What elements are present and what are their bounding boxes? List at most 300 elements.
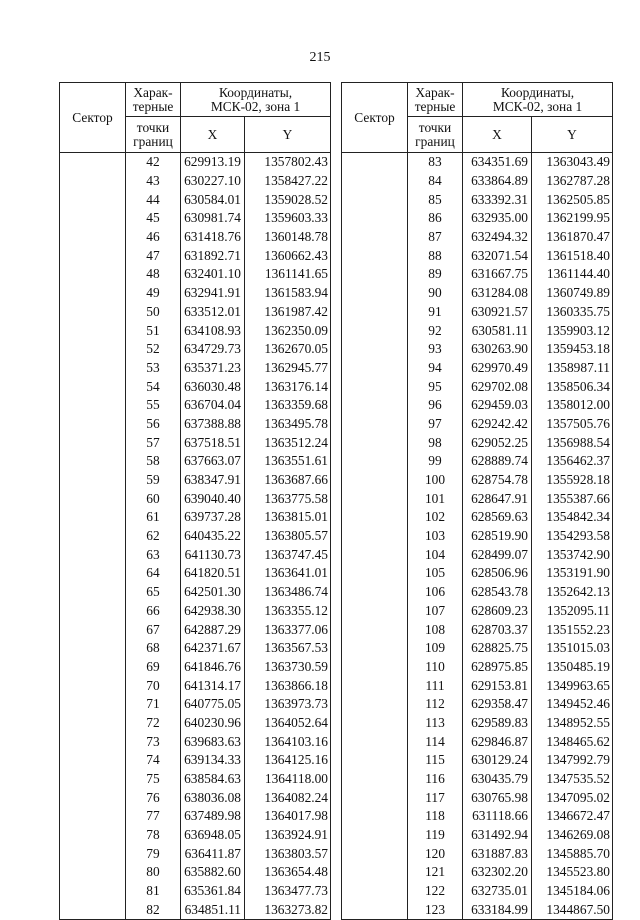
coord-x: 635371.23 bbox=[181, 359, 245, 378]
header-x: X bbox=[181, 117, 245, 153]
point-number: 84 bbox=[408, 172, 463, 191]
table-row bbox=[60, 527, 331, 546]
sector-cell bbox=[60, 545, 126, 564]
coord-x: 628647.91 bbox=[463, 489, 532, 508]
point-number: 103 bbox=[408, 527, 463, 546]
table-row bbox=[60, 901, 331, 920]
coord-y: 1352095.11 bbox=[532, 602, 613, 621]
coord-y: 1351552.23 bbox=[532, 620, 613, 639]
sector-cell bbox=[60, 602, 126, 621]
sector-cell bbox=[342, 340, 408, 359]
coord-x: 629589.83 bbox=[463, 714, 532, 733]
table-row bbox=[342, 415, 613, 434]
point-number: 68 bbox=[126, 639, 181, 658]
coord-y: 1363551.61 bbox=[245, 452, 331, 471]
sector-cell bbox=[60, 527, 126, 546]
table-row bbox=[342, 863, 613, 882]
coord-y: 1353742.90 bbox=[532, 545, 613, 564]
point-number: 117 bbox=[408, 788, 463, 807]
table-row bbox=[60, 620, 331, 639]
sector-cell bbox=[60, 153, 126, 172]
table-row bbox=[342, 153, 613, 172]
point-number: 102 bbox=[408, 508, 463, 527]
table-row bbox=[60, 639, 331, 658]
point-number: 104 bbox=[408, 545, 463, 564]
point-number: 53 bbox=[126, 359, 181, 378]
point-number: 91 bbox=[408, 303, 463, 322]
table-row bbox=[342, 527, 613, 546]
point-number: 71 bbox=[126, 695, 181, 714]
point-number: 78 bbox=[126, 826, 181, 845]
table-row bbox=[60, 153, 331, 172]
point-number: 64 bbox=[126, 564, 181, 583]
table-row bbox=[60, 695, 331, 714]
coord-y: 1363486.74 bbox=[245, 583, 331, 602]
sector-cell bbox=[342, 377, 408, 396]
coord-y: 1362670.05 bbox=[245, 340, 331, 359]
table-row bbox=[60, 359, 331, 378]
point-number: 74 bbox=[126, 751, 181, 770]
header-points-top: Харак- терные bbox=[126, 83, 181, 117]
sector-cell bbox=[60, 732, 126, 751]
point-number: 119 bbox=[408, 826, 463, 845]
coord-y: 1360749.89 bbox=[532, 284, 613, 303]
coord-x: 629052.25 bbox=[463, 433, 532, 452]
coord-y: 1359028.52 bbox=[245, 190, 331, 209]
point-number: 95 bbox=[408, 377, 463, 396]
point-number: 108 bbox=[408, 620, 463, 639]
sector-cell bbox=[342, 433, 408, 452]
sector-cell bbox=[60, 265, 126, 284]
coord-x: 640775.05 bbox=[181, 695, 245, 714]
point-number: 90 bbox=[408, 284, 463, 303]
table-row bbox=[60, 377, 331, 396]
table-row bbox=[342, 284, 613, 303]
table-row bbox=[60, 826, 331, 845]
point-number: 63 bbox=[126, 545, 181, 564]
point-number: 62 bbox=[126, 527, 181, 546]
sector-cell bbox=[342, 732, 408, 751]
coord-y: 1346672.47 bbox=[532, 807, 613, 826]
sector-cell bbox=[60, 714, 126, 733]
coord-x: 628975.85 bbox=[463, 658, 532, 677]
coord-x: 641130.73 bbox=[181, 545, 245, 564]
point-number: 59 bbox=[126, 471, 181, 490]
coord-y: 1363803.57 bbox=[245, 844, 331, 863]
sector-cell bbox=[342, 471, 408, 490]
coord-x: 641820.51 bbox=[181, 564, 245, 583]
point-number: 76 bbox=[126, 788, 181, 807]
coord-y: 1353191.90 bbox=[532, 564, 613, 583]
coord-x: 638036.08 bbox=[181, 788, 245, 807]
sector-cell bbox=[60, 844, 126, 863]
coord-y: 1362505.85 bbox=[532, 190, 613, 209]
point-number: 85 bbox=[408, 190, 463, 209]
table-row bbox=[342, 452, 613, 471]
table-row bbox=[342, 901, 613, 920]
table-row bbox=[342, 676, 613, 695]
coord-y: 1358506.34 bbox=[532, 377, 613, 396]
coord-x: 630263.90 bbox=[463, 340, 532, 359]
point-number: 81 bbox=[126, 882, 181, 901]
table-row bbox=[342, 508, 613, 527]
table-row bbox=[60, 882, 331, 901]
sector-cell bbox=[342, 826, 408, 845]
coord-y: 1363512.24 bbox=[245, 433, 331, 452]
table-row bbox=[60, 265, 331, 284]
coord-x: 642371.67 bbox=[181, 639, 245, 658]
sector-cell bbox=[342, 284, 408, 303]
sector-cell bbox=[342, 209, 408, 228]
table-row bbox=[60, 732, 331, 751]
coord-y: 1364103.16 bbox=[245, 732, 331, 751]
coord-x: 632302.20 bbox=[463, 863, 532, 882]
sector-cell bbox=[342, 545, 408, 564]
point-number: 96 bbox=[408, 396, 463, 415]
point-number: 110 bbox=[408, 658, 463, 677]
point-number: 105 bbox=[408, 564, 463, 583]
coord-x: 633512.01 bbox=[181, 303, 245, 322]
table-row bbox=[342, 658, 613, 677]
point-number: 116 bbox=[408, 770, 463, 789]
point-number: 65 bbox=[126, 583, 181, 602]
coord-y: 1360662.43 bbox=[245, 246, 331, 265]
sector-cell bbox=[60, 172, 126, 191]
coord-y: 1364125.16 bbox=[245, 751, 331, 770]
table-row bbox=[342, 583, 613, 602]
sector-cell bbox=[60, 321, 126, 340]
coord-x: 635361.84 bbox=[181, 882, 245, 901]
coord-y: 1363654.48 bbox=[245, 863, 331, 882]
coord-x: 629242.42 bbox=[463, 415, 532, 434]
table-row bbox=[342, 639, 613, 658]
point-number: 122 bbox=[408, 882, 463, 901]
coord-y: 1359903.12 bbox=[532, 321, 613, 340]
table-row bbox=[342, 321, 613, 340]
coord-y: 1363973.73 bbox=[245, 695, 331, 714]
sector-cell bbox=[342, 901, 408, 920]
point-number: 44 bbox=[126, 190, 181, 209]
coord-x: 632735.01 bbox=[463, 882, 532, 901]
sector-cell bbox=[60, 433, 126, 452]
table-row bbox=[60, 489, 331, 508]
point-number: 109 bbox=[408, 639, 463, 658]
coord-y: 1356462.37 bbox=[532, 452, 613, 471]
point-number: 42 bbox=[126, 153, 181, 172]
coord-x: 633184.99 bbox=[463, 901, 532, 920]
sector-cell bbox=[60, 303, 126, 322]
table-row bbox=[60, 228, 331, 247]
table-row bbox=[342, 396, 613, 415]
sector-cell bbox=[342, 228, 408, 247]
table-row bbox=[60, 602, 331, 621]
coord-y: 1363176.14 bbox=[245, 377, 331, 396]
coord-y: 1354293.58 bbox=[532, 527, 613, 546]
table-row bbox=[60, 321, 331, 340]
coord-y: 1358987.11 bbox=[532, 359, 613, 378]
coord-x: 630129.24 bbox=[463, 751, 532, 770]
sector-cell bbox=[342, 807, 408, 826]
coord-y: 1363775.58 bbox=[245, 489, 331, 508]
coord-y: 1346269.08 bbox=[532, 826, 613, 845]
coord-x: 640435.22 bbox=[181, 527, 245, 546]
sector-cell bbox=[342, 863, 408, 882]
table-row bbox=[60, 545, 331, 564]
point-number: 101 bbox=[408, 489, 463, 508]
table-row bbox=[342, 265, 613, 284]
table-row bbox=[342, 489, 613, 508]
point-number: 47 bbox=[126, 246, 181, 265]
point-number: 43 bbox=[126, 172, 181, 191]
table-row bbox=[60, 396, 331, 415]
table-row bbox=[60, 452, 331, 471]
sector-cell bbox=[60, 676, 126, 695]
coord-x: 642501.30 bbox=[181, 583, 245, 602]
coord-y: 1359603.33 bbox=[245, 209, 331, 228]
table-row bbox=[60, 658, 331, 677]
sector-cell bbox=[60, 471, 126, 490]
sector-cell bbox=[342, 676, 408, 695]
header-sector: Сектор bbox=[342, 83, 408, 153]
coord-y: 1358012.00 bbox=[532, 396, 613, 415]
coord-x: 628609.23 bbox=[463, 602, 532, 621]
coord-x: 636948.05 bbox=[181, 826, 245, 845]
table-row bbox=[60, 284, 331, 303]
sector-cell bbox=[60, 377, 126, 396]
coord-x: 628569.63 bbox=[463, 508, 532, 527]
coord-x: 637518.51 bbox=[181, 433, 245, 452]
coord-x: 632941.91 bbox=[181, 284, 245, 303]
point-number: 106 bbox=[408, 583, 463, 602]
table-row bbox=[342, 471, 613, 490]
coord-x: 630227.10 bbox=[181, 172, 245, 191]
point-number: 54 bbox=[126, 377, 181, 396]
table-row bbox=[342, 564, 613, 583]
sector-cell bbox=[60, 452, 126, 471]
coord-x: 632401.10 bbox=[181, 265, 245, 284]
coord-x: 642887.29 bbox=[181, 620, 245, 639]
point-number: 118 bbox=[408, 807, 463, 826]
sector-cell bbox=[60, 807, 126, 826]
coord-x: 630765.98 bbox=[463, 788, 532, 807]
coord-x: 630584.01 bbox=[181, 190, 245, 209]
coord-y: 1355928.18 bbox=[532, 471, 613, 490]
coord-x: 629846.87 bbox=[463, 732, 532, 751]
table-row bbox=[342, 770, 613, 789]
sector-cell bbox=[342, 658, 408, 677]
table-row bbox=[342, 602, 613, 621]
coord-x: 631887.83 bbox=[463, 844, 532, 863]
coord-x: 639040.40 bbox=[181, 489, 245, 508]
sector-cell bbox=[60, 489, 126, 508]
coord-x: 628506.96 bbox=[463, 564, 532, 583]
coord-y: 1355387.66 bbox=[532, 489, 613, 508]
table-row bbox=[342, 246, 613, 265]
table-row bbox=[60, 508, 331, 527]
sector-cell bbox=[60, 228, 126, 247]
point-number: 87 bbox=[408, 228, 463, 247]
sector-cell bbox=[60, 639, 126, 658]
sector-cell bbox=[60, 882, 126, 901]
coord-y: 1344867.50 bbox=[532, 901, 613, 920]
coord-x: 631418.76 bbox=[181, 228, 245, 247]
sector-cell bbox=[60, 658, 126, 677]
point-number: 121 bbox=[408, 863, 463, 882]
coord-x: 629913.19 bbox=[181, 153, 245, 172]
coord-x: 629358.47 bbox=[463, 695, 532, 714]
point-number: 73 bbox=[126, 732, 181, 751]
coord-y: 1363805.57 bbox=[245, 527, 331, 546]
coordinates-table-right bbox=[341, 82, 613, 920]
point-number: 57 bbox=[126, 433, 181, 452]
coord-x: 632935.00 bbox=[463, 209, 532, 228]
point-number: 98 bbox=[408, 433, 463, 452]
table-row bbox=[342, 433, 613, 452]
point-number: 94 bbox=[408, 359, 463, 378]
point-number: 67 bbox=[126, 620, 181, 639]
coordinates-table-left bbox=[59, 82, 331, 920]
table-row bbox=[342, 714, 613, 733]
coord-x: 637489.98 bbox=[181, 807, 245, 826]
table-row bbox=[60, 246, 331, 265]
point-number: 49 bbox=[126, 284, 181, 303]
sector-cell bbox=[60, 826, 126, 845]
table-row bbox=[60, 433, 331, 452]
sector-cell bbox=[342, 844, 408, 863]
coord-y: 1357505.76 bbox=[532, 415, 613, 434]
sector-cell bbox=[60, 209, 126, 228]
table-row bbox=[60, 190, 331, 209]
coord-x: 630981.74 bbox=[181, 209, 245, 228]
point-number: 80 bbox=[126, 863, 181, 882]
sector-cell bbox=[60, 359, 126, 378]
sector-cell bbox=[342, 508, 408, 527]
coord-y: 1362199.95 bbox=[532, 209, 613, 228]
table-row bbox=[60, 863, 331, 882]
coord-x: 637388.88 bbox=[181, 415, 245, 434]
table-row bbox=[342, 620, 613, 639]
table-row bbox=[60, 788, 331, 807]
point-number: 107 bbox=[408, 602, 463, 621]
point-number: 82 bbox=[126, 901, 181, 920]
table-row bbox=[342, 695, 613, 714]
coord-y: 1348952.55 bbox=[532, 714, 613, 733]
coord-x: 634108.93 bbox=[181, 321, 245, 340]
coord-y: 1361144.40 bbox=[532, 265, 613, 284]
coord-y: 1349452.46 bbox=[532, 695, 613, 714]
table-row bbox=[60, 340, 331, 359]
coord-y: 1363273.82 bbox=[245, 901, 331, 920]
sector-cell bbox=[60, 564, 126, 583]
header-points-top: Харак- терные bbox=[408, 83, 463, 117]
sector-cell bbox=[342, 770, 408, 789]
sector-cell bbox=[342, 882, 408, 901]
table-row bbox=[342, 303, 613, 322]
sector-cell bbox=[342, 564, 408, 583]
point-number: 55 bbox=[126, 396, 181, 415]
coord-x: 631892.71 bbox=[181, 246, 245, 265]
coord-y: 1345885.70 bbox=[532, 844, 613, 863]
coord-y: 1357802.43 bbox=[245, 153, 331, 172]
coord-x: 628754.78 bbox=[463, 471, 532, 490]
table-row bbox=[60, 676, 331, 695]
sector-cell bbox=[342, 321, 408, 340]
coord-y: 1345184.06 bbox=[532, 882, 613, 901]
sector-cell bbox=[342, 527, 408, 546]
point-number: 51 bbox=[126, 321, 181, 340]
point-number: 123 bbox=[408, 901, 463, 920]
coord-y: 1360335.75 bbox=[532, 303, 613, 322]
coord-y: 1347992.79 bbox=[532, 751, 613, 770]
coord-x: 638347.91 bbox=[181, 471, 245, 490]
coord-x: 631118.66 bbox=[463, 807, 532, 826]
point-number: 66 bbox=[126, 602, 181, 621]
sector-cell bbox=[342, 602, 408, 621]
coord-y: 1364017.98 bbox=[245, 807, 331, 826]
point-number: 72 bbox=[126, 714, 181, 733]
coord-x: 631284.08 bbox=[463, 284, 532, 303]
point-number: 79 bbox=[126, 844, 181, 863]
coord-y: 1363359.68 bbox=[245, 396, 331, 415]
table-row bbox=[60, 209, 331, 228]
header-coordinates: Координаты, МСК-02, зона 1 bbox=[463, 83, 613, 117]
sector-cell bbox=[60, 415, 126, 434]
sector-cell bbox=[60, 508, 126, 527]
coord-y: 1364052.64 bbox=[245, 714, 331, 733]
coord-y: 1362945.77 bbox=[245, 359, 331, 378]
coord-x: 628703.37 bbox=[463, 620, 532, 639]
coord-y: 1362787.28 bbox=[532, 172, 613, 191]
coord-x: 634351.69 bbox=[463, 153, 532, 172]
coord-y: 1364082.24 bbox=[245, 788, 331, 807]
point-number: 111 bbox=[408, 676, 463, 695]
sector-cell bbox=[60, 284, 126, 303]
coord-y: 1363924.91 bbox=[245, 826, 331, 845]
sector-cell bbox=[342, 714, 408, 733]
coord-y: 1363747.45 bbox=[245, 545, 331, 564]
coord-x: 630435.79 bbox=[463, 770, 532, 789]
coord-x: 636411.87 bbox=[181, 844, 245, 863]
coord-x: 628519.90 bbox=[463, 527, 532, 546]
coord-y: 1347535.52 bbox=[532, 770, 613, 789]
coord-y: 1363477.73 bbox=[245, 882, 331, 901]
table-row bbox=[342, 190, 613, 209]
point-number: 88 bbox=[408, 246, 463, 265]
coord-x: 630581.11 bbox=[463, 321, 532, 340]
point-number: 48 bbox=[126, 265, 181, 284]
point-number: 46 bbox=[126, 228, 181, 247]
coord-x: 634729.73 bbox=[181, 340, 245, 359]
point-number: 60 bbox=[126, 489, 181, 508]
coord-x: 641314.17 bbox=[181, 676, 245, 695]
point-number: 89 bbox=[408, 265, 463, 284]
coord-y: 1349963.65 bbox=[532, 676, 613, 695]
sector-cell bbox=[342, 751, 408, 770]
coord-y: 1345523.80 bbox=[532, 863, 613, 882]
coord-x: 635882.60 bbox=[181, 863, 245, 882]
table-row bbox=[342, 844, 613, 863]
coord-x: 630921.57 bbox=[463, 303, 532, 322]
coord-y: 1351015.03 bbox=[532, 639, 613, 658]
point-number: 99 bbox=[408, 452, 463, 471]
coord-y: 1363866.18 bbox=[245, 676, 331, 695]
coord-x: 639683.63 bbox=[181, 732, 245, 751]
point-number: 97 bbox=[408, 415, 463, 434]
sector-cell bbox=[342, 246, 408, 265]
coord-y: 1352642.13 bbox=[532, 583, 613, 602]
sector-cell bbox=[342, 620, 408, 639]
table-row bbox=[60, 564, 331, 583]
